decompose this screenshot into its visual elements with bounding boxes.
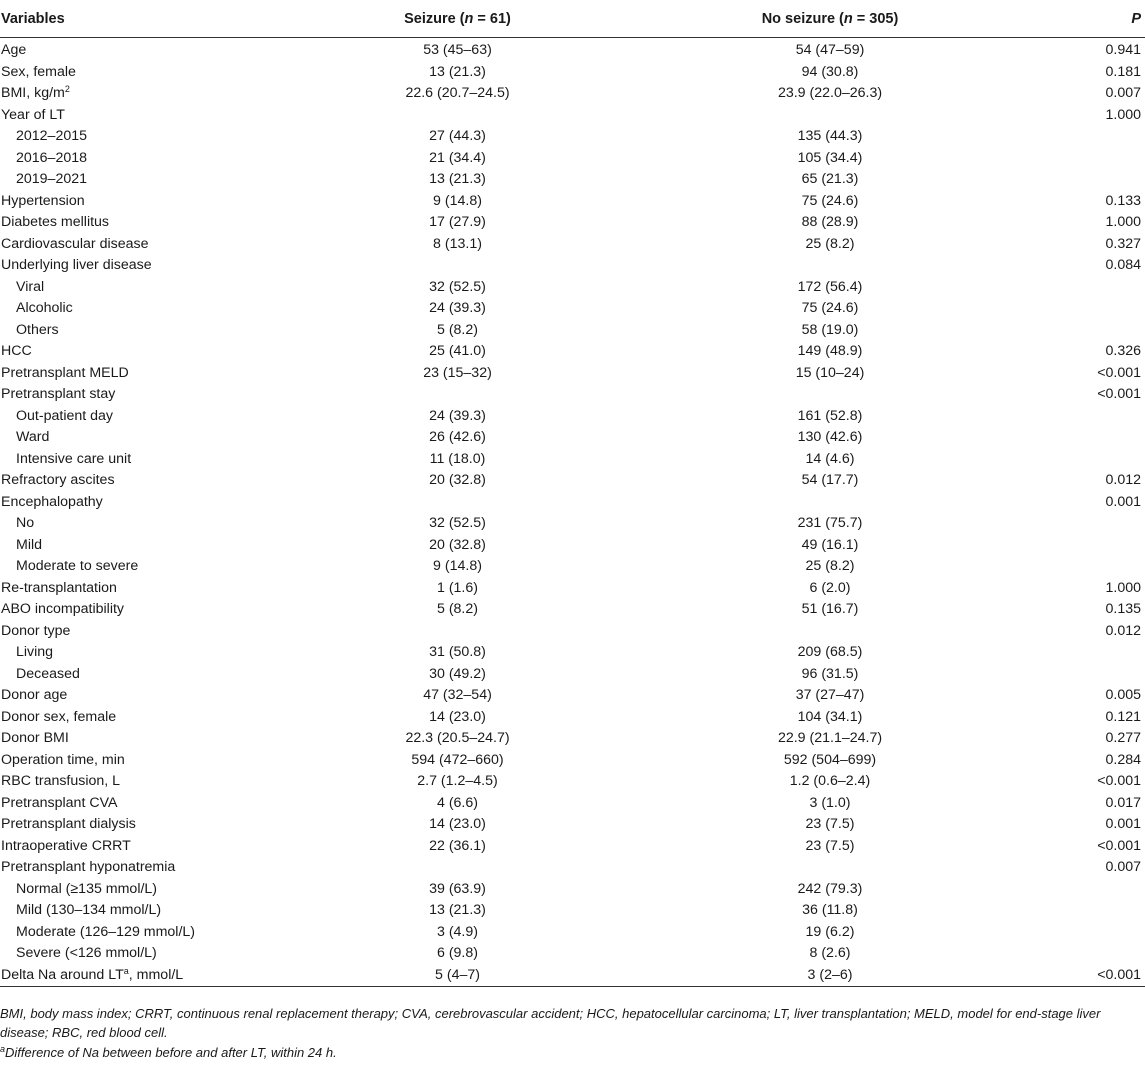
- row-variable: Pretransplant hyponatremia: [1, 859, 176, 875]
- row-seizure-value: 17 (27.9): [429, 214, 486, 230]
- row-no-seizure-value: 25 (8.2): [805, 235, 855, 252]
- row-seizure-value: 14 (23.0): [429, 708, 486, 725]
- row-no-seizure-value: [610, 857, 1050, 879]
- row-no-seizure-value: 6 (2.0): [809, 579, 851, 596]
- row-no-seizure-value: 8 (2.6): [809, 945, 851, 961]
- row-no-seizure-value: 65 (21.3): [801, 171, 859, 187]
- row-seizure-value: 5 (4–7): [305, 965, 610, 987]
- row-p-value: [1050, 922, 1145, 944]
- row-p-value: 0.181: [1105, 63, 1141, 80]
- row-seizure-value: [305, 384, 610, 406]
- row-variable: Pretransplant CVA: [1, 794, 118, 811]
- table-row: [0, 900, 1145, 922]
- table-row: [0, 341, 1145, 363]
- row-no-seizure-value: 54 (17.7): [801, 472, 859, 488]
- table-row: [0, 38, 1145, 62]
- row-seizure-value: [305, 492, 610, 514]
- row-variable: Pretransplant stay: [1, 386, 116, 402]
- row-p-value: 0.005: [1105, 687, 1141, 703]
- table-body: [0, 38, 1145, 987]
- table-row: [0, 578, 1145, 600]
- row-p-value: [1050, 879, 1145, 901]
- row-p-value: 0.001: [1105, 493, 1141, 510]
- row-variable: Refractory ascites: [1, 472, 115, 488]
- table-row: [0, 836, 1145, 858]
- row-no-seizure-value: 209 (68.5): [797, 644, 863, 660]
- table-row: [0, 449, 1145, 471]
- header-p-value: P: [1050, 0, 1145, 38]
- table-row: [0, 148, 1145, 170]
- row-no-seizure-value: 37 (27–47): [795, 687, 865, 703]
- row-seizure-value: 31 (50.8): [429, 644, 486, 660]
- row-p-value: [1050, 900, 1145, 922]
- row-variable: Mild (130–134 mmol/L): [16, 902, 162, 918]
- table-row: [0, 62, 1145, 84]
- row-seizure-value: 594 (472–660): [411, 751, 504, 768]
- row-p-value: 0.001: [1105, 816, 1141, 832]
- row-seizure-value: 3 (4.9): [436, 923, 478, 940]
- row-no-seizure-value: 149 (48.9): [797, 343, 863, 359]
- row-seizure-value: 13 (21.3): [429, 902, 486, 918]
- row-seizure-value: 32 (52.5): [429, 515, 486, 531]
- row-no-seizure-value: 94 (30.8): [801, 63, 859, 80]
- row-variable: Normal (≥135 mmol/L): [16, 880, 158, 897]
- row-no-seizure-value: 51 (16.7): [801, 601, 859, 617]
- row-no-seizure-value: 105 (34.4): [797, 149, 863, 166]
- row-p-value: [1050, 298, 1145, 320]
- table-row: [0, 470, 1145, 492]
- row-no-seizure-value: [610, 255, 1050, 277]
- row-p-value: [1050, 169, 1145, 191]
- row-no-seizure-value: 104 (34.1): [797, 708, 863, 725]
- row-no-seizure-value: 23 (7.5): [805, 837, 855, 854]
- row-no-seizure-value: 75 (24.6): [801, 300, 859, 316]
- footnote: [0, 1043, 1140, 1062]
- row-p-value: <0.001: [1050, 965, 1145, 987]
- row-no-seizure-value: 49 (16.1): [801, 536, 859, 553]
- row-seizure-value: 22.3 (20.5–24.7): [405, 730, 510, 746]
- row-seizure-value: 32 (52.5): [429, 278, 486, 295]
- row-variable: Ward: [16, 429, 50, 445]
- row-seizure-value: 6 (9.8): [436, 945, 478, 961]
- row-no-seizure-value: 54 (47–59): [795, 42, 865, 58]
- row-variable: Age: [1, 42, 27, 58]
- row-seizure-value: [305, 857, 610, 879]
- row-seizure-value: 5 (8.2): [436, 601, 478, 617]
- row-no-seizure-value: 25 (8.2): [805, 558, 855, 574]
- table-row: [0, 83, 1145, 105]
- table-row: [0, 363, 1145, 385]
- row-seizure-value: 20 (32.8): [429, 536, 486, 553]
- row-variable: Deceased: [16, 665, 80, 682]
- row-p-value: [1050, 126, 1145, 148]
- row-seizure-value: 27 (44.3): [429, 128, 486, 144]
- row-seizure-value: 24 (39.3): [429, 407, 486, 424]
- table-row: [0, 879, 1145, 901]
- row-variable: Cardiovascular disease: [1, 235, 149, 252]
- table-row: [0, 599, 1145, 621]
- row-variable: Out-patient day: [16, 407, 114, 424]
- table-row: [0, 728, 1145, 750]
- row-seizure-value: 4 (6.6): [436, 794, 478, 811]
- table-row: [0, 922, 1145, 944]
- row-no-seizure-value: 592 (504–699): [783, 751, 877, 768]
- row-no-seizure-value: [610, 621, 1050, 643]
- row-variable: Moderate (126–129 mmol/L): [16, 923, 196, 940]
- row-no-seizure-value: 36 (11.8): [802, 902, 858, 918]
- row-no-seizure-value: 75 (24.6): [801, 192, 859, 209]
- table-row: [0, 857, 1145, 879]
- table-row: [0, 191, 1145, 213]
- row-p-value: <0.001: [1097, 837, 1141, 854]
- table-row: [0, 664, 1145, 686]
- table-row: [0, 298, 1145, 320]
- row-p-value: 0.941: [1105, 42, 1141, 58]
- table-row: [0, 384, 1145, 406]
- row-variable: Donor BMI: [1, 730, 69, 746]
- row-p-value: 1.000: [1105, 579, 1141, 596]
- row-no-seizure-value: [610, 384, 1050, 406]
- row-variable: Living: [16, 644, 54, 660]
- row-p-value: 0.326: [1105, 343, 1141, 359]
- row-p-value: [1050, 449, 1145, 471]
- row-p-value: 0.084: [1105, 257, 1141, 273]
- row-variable: RBC transfusion, L: [1, 773, 121, 789]
- row-seizure-value: 8 (13.1): [433, 235, 482, 252]
- row-p-value: <0.001: [1097, 364, 1141, 381]
- abbreviations-note: BMI, body mass index; CRRT, continuous renal replacement therapy; CVA, cerebrovascular accident; HCC, hepatocellular carcinoma; LT, liver transplantation; MELD, model for end-stage liver disease; RBC, red blood cell.: [0, 1006, 1101, 1040]
- row-variable: Donor sex, female: [1, 708, 117, 725]
- row-variable: Intraoperative CRRT: [1, 837, 131, 854]
- footnote-text: Difference of Na between before and after LT, within 24 h.: [5, 1045, 337, 1060]
- row-variable: Hypertension: [1, 192, 85, 209]
- row-no-seizure-value: 23.9 (22.0–26.3): [777, 85, 883, 101]
- table-row: [0, 685, 1145, 707]
- row-p-value: [1050, 943, 1145, 965]
- row-p-value: [1050, 320, 1145, 342]
- row-p-value: [1050, 427, 1145, 449]
- table-row: [0, 105, 1145, 127]
- row-variable: HCC: [1, 343, 32, 359]
- row-seizure-value: 23 (15–32): [423, 364, 492, 381]
- row-no-seizure-value: 135 (44.3): [797, 128, 863, 144]
- row-variable: Donor age: [1, 687, 68, 703]
- row-seizure-value: 22 (36.1): [429, 837, 486, 854]
- row-p-value: 0.327: [1105, 235, 1141, 252]
- row-no-seizure-value: 172 (56.4): [797, 278, 863, 295]
- row-no-seizure-value: 3 (1.0): [809, 794, 851, 811]
- row-seizure-value: 9 (14.8): [433, 558, 482, 574]
- row-seizure-value: 13 (21.3): [429, 63, 486, 80]
- header-no-seizure: No seizure (n = 305): [610, 0, 1050, 38]
- row-seizure-value: 39 (63.9): [429, 880, 486, 897]
- row-p-value: <0.001: [1097, 773, 1141, 789]
- row-seizure-value: 53 (45–63): [423, 42, 492, 58]
- row-variable: 2012–2015: [16, 128, 88, 144]
- row-variable: Operation time, min: [1, 751, 125, 768]
- row-no-seizure-value: [610, 492, 1050, 514]
- row-no-seizure-value: 96 (31.5): [801, 665, 859, 682]
- row-variable: 2016–2018: [16, 149, 88, 166]
- row-variable: BMI, $kg/m^2$: [1, 84, 70, 101]
- table-row: [0, 707, 1145, 729]
- row-variable: Re-transplantation: [1, 579, 117, 596]
- header-variables: Variables: [0, 0, 305, 38]
- row-variable: Encephalopathy: [1, 493, 103, 510]
- row-no-seizure-value: 130 (42.6): [797, 429, 863, 445]
- row-no-seizure-value: 242 (79.3): [797, 880, 863, 897]
- row-p-value: [1050, 642, 1145, 664]
- row-variable: No: [16, 515, 35, 531]
- row-seizure-value: [305, 105, 610, 127]
- row-seizure-value: 30 (49.2): [429, 665, 486, 682]
- row-p-value: 0.277: [1105, 730, 1141, 746]
- row-variable: Year of LT: [1, 106, 65, 123]
- row-seizure-value: 9 (14.8): [433, 192, 482, 209]
- row-no-seizure-value: 14 (4.6): [805, 450, 855, 467]
- row-p-value: 0.017: [1105, 794, 1141, 811]
- table-row: [0, 406, 1145, 428]
- row-seizure-value: 2.7 (1.2–4.5): [417, 773, 498, 789]
- row-variable: Sex, female: [1, 63, 76, 80]
- row-variable: Viral: [16, 278, 45, 295]
- row-variable: Moderate to severe: [16, 558, 139, 574]
- row-variable: Delta Na around $LT^a$, mmol/L: [0, 965, 305, 987]
- table-notes: [0, 1004, 1140, 1062]
- table-row: [0, 621, 1145, 643]
- row-variable: Intensive care unit: [16, 450, 132, 467]
- table-row: [0, 642, 1145, 664]
- row-no-seizure-value: 161 (52.8): [797, 407, 863, 424]
- table-row: [0, 320, 1145, 342]
- table-row: [0, 556, 1145, 578]
- row-seizure-value: 24 (39.3): [429, 300, 486, 316]
- row-no-seizure-value: 15 (10–24): [795, 364, 865, 381]
- row-no-seizure-value: 231 (75.7): [797, 515, 863, 531]
- row-no-seizure-value: 58 (19.0): [801, 321, 859, 338]
- row-p-value: 0.007: [1105, 859, 1141, 875]
- row-no-seizure-value: 19 (6.2): [805, 923, 855, 940]
- table-header: [0, 0, 1145, 38]
- table-row: [0, 965, 1145, 987]
- table-row: [0, 513, 1145, 535]
- row-p-value: 1.000: [1105, 106, 1141, 123]
- row-seizure-value: 22.6 (20.7–24.5): [405, 85, 510, 101]
- row-variable: Underlying liver disease: [1, 257, 152, 273]
- row-seizure-value: 11 (18.0): [429, 450, 486, 467]
- table-row: [0, 943, 1145, 965]
- table-row: [0, 169, 1145, 191]
- table-row: [0, 427, 1145, 449]
- row-p-value: 1.000: [1105, 214, 1141, 230]
- table-row: [0, 212, 1145, 234]
- row-seizure-value: 20 (32.8): [429, 472, 486, 488]
- row-variable: Diabetes mellitus: [1, 214, 110, 230]
- row-p-value: [1050, 556, 1145, 578]
- table-row: [0, 492, 1145, 514]
- row-variable: Severe (<126 mmol/L): [16, 945, 157, 961]
- row-variable: Pretransplant dialysis: [1, 816, 136, 832]
- row-p-value: 0.284: [1105, 751, 1141, 768]
- row-seizure-value: [305, 621, 610, 643]
- row-seizure-value: 26 (42.6): [429, 429, 486, 445]
- row-p-value: [1050, 148, 1145, 170]
- row-p-value: [1050, 513, 1145, 535]
- row-no-seizure-value: 22.9 (21.1–24.7): [777, 730, 883, 746]
- table-row: [0, 814, 1145, 836]
- table-row: [0, 535, 1145, 557]
- row-variable: Alcoholic: [16, 300, 73, 316]
- row-variable: Pretransplant MELD: [1, 364, 129, 381]
- row-seizure-value: 13 (21.3): [429, 171, 486, 187]
- row-p-value: [1050, 277, 1145, 299]
- row-p-value: [1050, 664, 1145, 686]
- row-seizure-value: 21 (34.4): [429, 149, 486, 166]
- table-row: [0, 126, 1145, 148]
- row-variable: Mild: [16, 536, 43, 553]
- row-p-value: 0.012: [1105, 472, 1141, 488]
- row-p-value: <0.001: [1097, 386, 1141, 402]
- table-row: [0, 277, 1145, 299]
- row-seizure-value: 47 (32–54): [423, 687, 492, 703]
- table-row: [0, 750, 1145, 772]
- row-p-value: 0.135: [1105, 601, 1141, 617]
- row-variable: ABO incompatibility: [1, 601, 125, 617]
- row-seizure-value: 1 (1.6): [436, 579, 478, 596]
- table-row: [0, 793, 1145, 815]
- row-variable: 2019–2021: [16, 171, 88, 187]
- table-row: [0, 234, 1145, 256]
- row-no-seizure-value: 88 (28.9): [801, 214, 859, 230]
- row-p-value: 0.121: [1105, 708, 1141, 725]
- row-no-seizure-value: [610, 105, 1050, 127]
- row-p-value: [1050, 406, 1145, 428]
- row-seizure-value: 5 (8.2): [436, 321, 478, 338]
- footnote-marker: a: [0, 1044, 6, 1054]
- row-p-value: 0.012: [1105, 622, 1141, 639]
- row-seizure-value: [305, 255, 610, 277]
- row-variable: Donor type: [1, 622, 71, 639]
- row-no-seizure-value: 1.2 (0.6–2.4): [789, 773, 871, 789]
- table-row: [0, 255, 1145, 277]
- row-p-value: 0.007: [1105, 85, 1141, 101]
- row-no-seizure-value: 3 (2–6): [610, 965, 1050, 987]
- table-row: [0, 771, 1145, 793]
- row-no-seizure-value: 23 (7.5): [805, 816, 855, 832]
- row-seizure-value: 25 (41.0): [429, 343, 486, 359]
- row-variable: Others: [16, 321, 59, 338]
- row-seizure-value: 14 (23.0): [429, 816, 486, 832]
- row-p-value: 0.133: [1105, 192, 1141, 209]
- row-p-value: [1050, 535, 1145, 557]
- header-seizure: Seizure (n = 61): [305, 0, 610, 38]
